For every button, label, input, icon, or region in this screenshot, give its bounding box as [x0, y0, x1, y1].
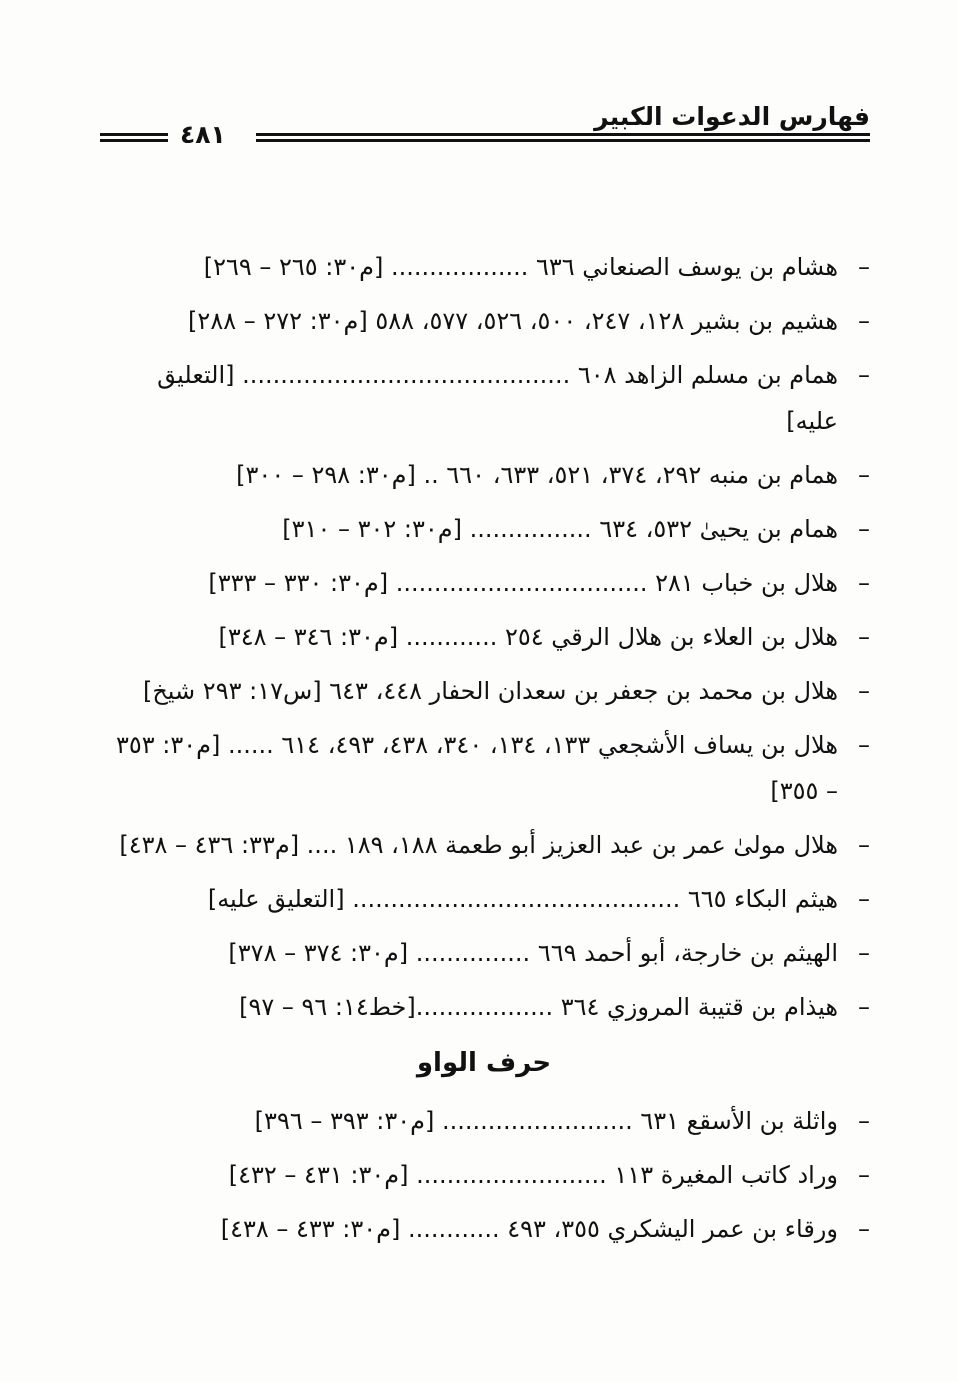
- index-entry: [98, 614, 870, 660]
- index-entry: [98, 722, 870, 814]
- entry-text: هشام بن يوسف الصنعاني ٦٣٦ .................. [م٣٠: ٢٦٥ – ٢٦٩]: [203, 253, 838, 281]
- running-title: فهارس الدعوات الكبير: [594, 102, 870, 131]
- entry-dash: –: [858, 623, 870, 651]
- entry-text: واثلة بن الأسقع ٦٣١ ......................... [م٣٠: ٣٩٣ – ٣٩٦]: [254, 1107, 838, 1135]
- entry-dash: –: [858, 1107, 870, 1135]
- index-entry: [98, 244, 870, 290]
- entry-dash: –: [858, 677, 870, 705]
- entry-text: هلال بن العلاء بن هلال الرقي ٢٥٤ ............ [م٣٠: ٣٤٦ – ٣٤٨]: [218, 623, 838, 651]
- entry-dash: –: [858, 361, 870, 389]
- entry-text: هيثم البكاء ٦٦٥ ........................................... [التعليق عليه]: [207, 885, 838, 913]
- header-rule-right: [256, 133, 870, 142]
- index-entry: [98, 876, 870, 922]
- index-entries: [98, 244, 870, 1260]
- entry-text: هشيم بن بشير ١٢٨، ٢٤٧، ٥٠٠، ٥٢٦، ٥٧٧، ٥٨٨ [م٣٠: ٢٧٢ – ٢٨٨]: [188, 307, 838, 335]
- index-entry: [98, 1098, 870, 1144]
- index-entry: [98, 1206, 870, 1252]
- entry-text: هلال مولىٰ عمر بن عبد العزيز أبو طعمة ١٨٨، ١٨٩ .... [م٣٣: ٤٣٦ – ٤٣٨]: [119, 831, 838, 859]
- entry-text: الهيثم بن خارجة، أبو أحمد ٦٦٩ ............... [م٣٠: ٣٧٤ – ٣٧٨]: [228, 939, 838, 967]
- entry-text: همام بن مسلم الزاهد ٦٠٨ ........................................... [التعليق عليه]: [157, 361, 838, 435]
- entry-text: همام بن منبه ٢٩٢، ٣٧٤، ٥٢١، ٦٣٣، ٦٦٠ .. [م٣٠: ٢٩٨ – ٣٠٠]: [236, 461, 838, 489]
- entry-text: هلال بن محمد بن جعفر بن سعدان الحفار ٤٤٨، ٦٤٣ [س١٧: ٢٩٣ شيخ]: [142, 677, 838, 705]
- page-number: ٤٨١: [180, 120, 226, 149]
- index-entry: [98, 298, 870, 344]
- entry-dash: –: [858, 831, 870, 859]
- entry-text: ورقاء بن عمر اليشكري ٣٥٥، ٤٩٣ ............ [م٣٠: ٤٣٣ – ٤٣٨]: [220, 1215, 838, 1243]
- index-entry: [98, 352, 870, 444]
- entry-dash: –: [858, 515, 870, 543]
- index-entry: [98, 1152, 870, 1198]
- entry-dash: –: [858, 885, 870, 913]
- entry-dash: –: [858, 731, 870, 759]
- index-entry: [98, 930, 870, 976]
- entry-dash: –: [858, 1161, 870, 1189]
- entry-dash: –: [858, 253, 870, 281]
- entry-text: همام بن يحيىٰ ٥٣٢، ٦٣٤ ................ [م٣٠: ٣٠٢ – ٣١٠]: [282, 515, 838, 543]
- header-rule-left: [100, 133, 168, 142]
- entry-dash: –: [858, 993, 870, 1021]
- entry-dash: –: [858, 939, 870, 967]
- entry-dash: –: [858, 307, 870, 335]
- index-entry: [98, 452, 870, 498]
- index-entry: [98, 984, 870, 1030]
- page-header: [100, 102, 870, 152]
- index-entry: [98, 668, 870, 714]
- entry-text: هلال بن يساف الأشجعي ١٣٣، ١٣٤، ٣٤٠، ٤٣٨، ٤٩٣، ٦١٤ ...... [م٣٠: ٣٥٣ – ٣٥٥]: [115, 731, 838, 805]
- section-heading-waw: حرف الواو: [416, 1048, 552, 1078]
- index-entry: [98, 822, 870, 868]
- index-entry: [98, 560, 870, 606]
- entry-dash: –: [858, 1215, 870, 1243]
- entry-text: وراد كاتب المغيرة ١١٣ ......................... [م٣٠: ٤٣١ – ٤٣٢]: [228, 1161, 838, 1189]
- index-entry: [98, 506, 870, 552]
- entry-dash: –: [858, 461, 870, 489]
- entry-text: هلال بن خباب ٢٨١ ................................. [م٣٠: ٣٣٠ – ٣٣٣]: [208, 569, 838, 597]
- entry-text: هيذام بن قتيبة المروزي ٣٦٤ ..................[خط١٤: ٩٦ – ٩٧]: [239, 993, 838, 1021]
- entry-dash: –: [858, 569, 870, 597]
